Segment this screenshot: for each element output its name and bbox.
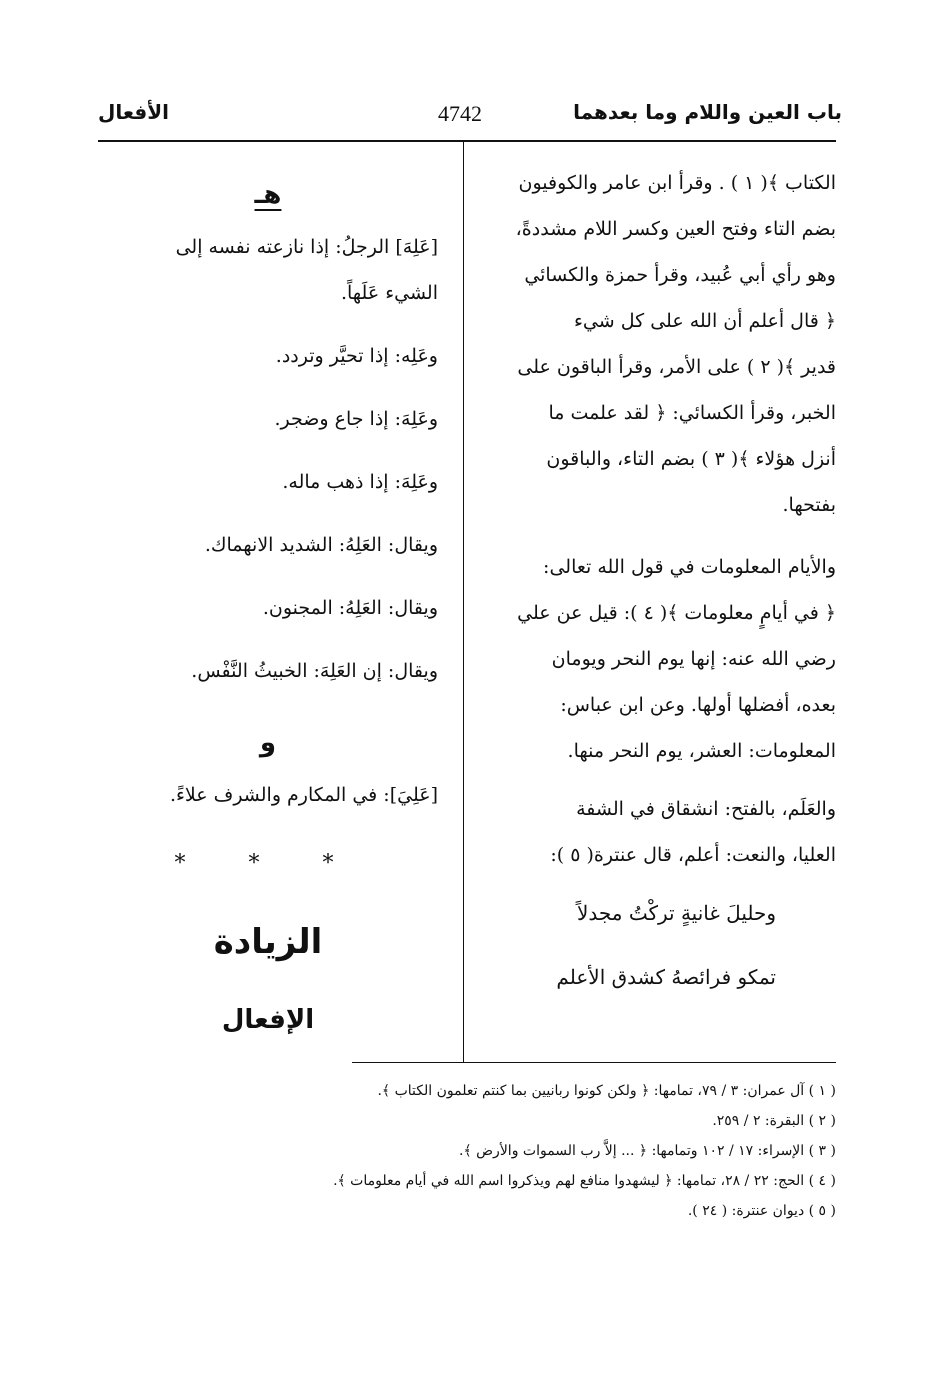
dictionary-entry: [عَلِهَ] الرجلُ: إذا نازعته نفسه إلى bbox=[175, 236, 438, 258]
footnote: ( ٥ ) ديوان عنترة: ( ٢٤ ). bbox=[687, 1203, 836, 1219]
text-line: وهو رأي أبي عُبيد، وقرأ حمزة والكسائي bbox=[524, 264, 836, 286]
text-line: العليا، والنعت: أعلم، قال عنترة( ٥ ): bbox=[550, 844, 836, 866]
dictionary-entry: [عَلِيَ]: في المكارم والشرف علاءً. bbox=[169, 784, 438, 806]
chapter-title: باب العين واللام وما بعدهما bbox=[573, 100, 842, 124]
dictionary-entry: وعَلِهَ: إذا جاع وضجر. bbox=[274, 408, 438, 430]
footnote: ( ١ ) آل عمران: ٣ / ٧٩، تمامها: ﴿ ولكن كونوا ربانيين بما كنتم تعلمون الكتاب ﴾. bbox=[377, 1083, 836, 1099]
section-title-header: الأفعال bbox=[98, 100, 169, 124]
right-column bbox=[476, 160, 836, 1006]
text-line: بعده، أفضلها أولها. وعن ابن عباس: bbox=[560, 694, 836, 716]
footnote-rule bbox=[352, 1062, 836, 1063]
letter-heading-h bbox=[98, 170, 438, 220]
letter-heading-h-text: هـ bbox=[254, 180, 282, 210]
text-line: ﴿ قال أعلم أن الله على كل شيء bbox=[573, 310, 836, 332]
verse-line: وحليلَ غانيةٍ تركْتُ مجدلاً bbox=[576, 901, 776, 925]
dictionary-entry: وعَلِهَ: إذا ذهب ماله. bbox=[282, 471, 438, 493]
text-line: بضم التاء وفتح العين وكسر اللام مشددةً، bbox=[515, 218, 836, 240]
section-separator: * * * bbox=[174, 851, 362, 876]
text-line: والأيام المعلومات في قول الله تعالى: bbox=[543, 556, 836, 578]
dictionary-entry: ويقال: العَلِهُ: الشديد الانهماك. bbox=[204, 534, 438, 556]
text-line: أنزل هؤلاء ﴾( ٣ ) بضم التاء، والباقون bbox=[546, 448, 836, 470]
footnotes bbox=[96, 1076, 836, 1226]
section-heading: الزيادة bbox=[213, 922, 323, 962]
text-line: بفتحها. bbox=[782, 494, 836, 516]
dictionary-entry: وعَلِه: إذا تحيَّر وتردد. bbox=[275, 345, 438, 367]
page-number: 4742 bbox=[438, 101, 482, 126]
dictionary-entry: ويقال: العَلِهُ: المجنون. bbox=[262, 597, 438, 619]
text-line: رضي الله عنه: إنها يوم النحر ويومان bbox=[551, 648, 836, 670]
footnote: ( ٢ ) البقرة: ٢ / ٢٥٩. bbox=[712, 1113, 836, 1129]
text-line: قدير ﴾( ٢ ) على الأمر، وقرأ الباقون على bbox=[517, 356, 836, 378]
subsection-heading: الإفعال bbox=[221, 1005, 315, 1035]
text-line: ﴿ في أيامٍ معلومات ﴾( ٤ ): قيل عن علي bbox=[517, 602, 836, 624]
text-line: والعَلَم، بالفتح: انشقاق في الشفة bbox=[576, 798, 836, 820]
left-column bbox=[98, 170, 438, 1050]
column-divider bbox=[463, 142, 464, 1062]
letter-heading-w: و bbox=[259, 728, 277, 758]
verse-line: تمكو فرائصهُ كشدق الأعلم bbox=[556, 965, 776, 989]
text-line: المعلومات: العشر، يوم النحر منها. bbox=[567, 740, 836, 762]
footnote: ( ٤ ) الحج: ٢٢ / ٢٨، تمامها: ﴿ ليشهدوا منافع لهم ويذكروا اسم الله في أيام معلومات ﴾. bbox=[333, 1173, 836, 1189]
text-line: الكتاب ﴾( ١ ) . وقرأ ابن عامر والكوفيون bbox=[518, 172, 836, 194]
header-rule bbox=[98, 140, 836, 142]
dictionary-entry: ويقال: إن العَلِهَ: الخبيثُ النَّفْس. bbox=[191, 660, 438, 682]
text-line: الخبر، وقرأ الكسائي: ﴿ لقد علمت ما bbox=[548, 402, 836, 424]
footnote: ( ٣ ) الإسراء: ١٧ / ١٠٢ وتمامها: ﴿ ... إلاَّ رب السموات والأرض ﴾. bbox=[459, 1143, 836, 1159]
dictionary-entry: الشيء عَلَهاً. bbox=[340, 282, 438, 304]
